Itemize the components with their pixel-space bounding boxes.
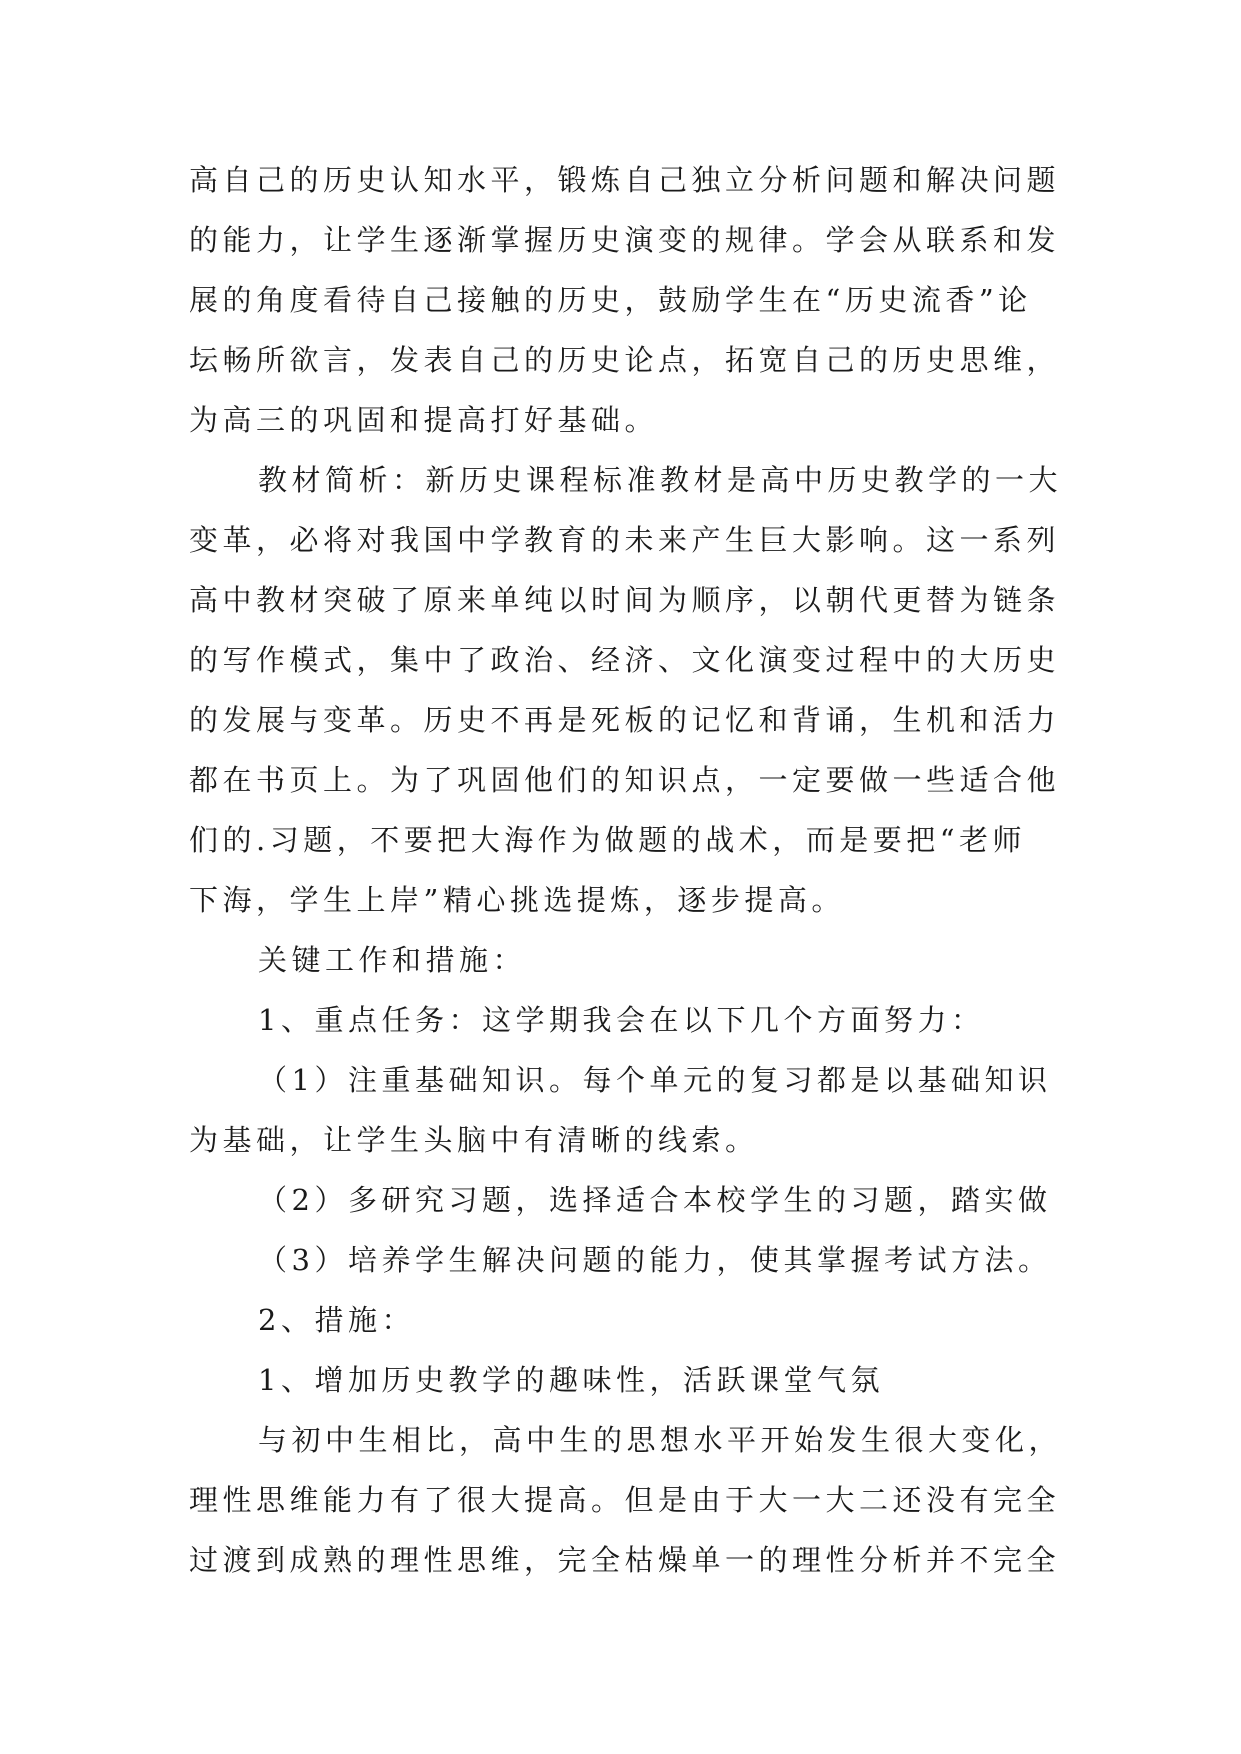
paragraph-line: 的写作模式，集中了政治、经济、文化演变过程中的大历史 — [189, 643, 1061, 677]
paragraph-line: 为基础，让学生头脑中有清晰的线索。 — [189, 1123, 759, 1157]
list-item: 1、重点任务：这学期我会在以下几个方面努力： — [258, 1003, 985, 1037]
paragraph-line: 的能力，让学生逐渐掌握历史演变的规律。学会从联系和发 — [189, 223, 1061, 257]
paragraph-line: 理性思维能力有了很大提高。但是由于大一大二还没有完全 — [189, 1483, 1061, 1517]
paragraph-line: 坛畅所欲言，发表自己的历史论点，拓宽自己的历史思维， — [189, 343, 1061, 377]
paragraph-line: 的发展与变革。历史不再是死板的记忆和背诵，生机和活力 — [189, 703, 1061, 737]
paragraph-line: 变革，必将对我国中学教育的未来产生巨大影响。这一系列 — [189, 523, 1061, 557]
paragraph-line: 为高三的巩固和提高打好基础。 — [189, 403, 659, 437]
paragraph-line: 高自己的历史认知水平，锻炼自己独立分析问题和解决问题 — [189, 163, 1061, 197]
paragraph-line: 与初中生相比，高中生的思想水平开始发生很大变化， — [258, 1423, 1063, 1457]
paragraph-line: 高中教材突破了原来单纯以时间为顺序，以朝代更替为链条 — [189, 583, 1061, 617]
list-item: （1）注重基础知识。每个单元的复习都是以基础知识 — [258, 1063, 1052, 1097]
paragraph-line: 过渡到成熟的理性思维，完全枯燥单一的理性分析并不完全 — [189, 1543, 1061, 1577]
list-item: （2）多研究习题，选择适合本校学生的习题，踏实做 — [258, 1183, 1052, 1217]
paragraph-line: 们的.习题，不要把大海作为做题的战术，而是要把“老师 — [189, 823, 1027, 857]
section-heading: 2、措施： — [258, 1303, 415, 1337]
list-item: 1、增加历史教学的趣味性，活跃课堂气氛 — [258, 1363, 884, 1397]
list-item: （3）培养学生解决问题的能力，使其掌握考试方法。 — [258, 1243, 1052, 1277]
section-heading: 关键工作和措施： — [258, 943, 527, 977]
paragraph-line: 教材简析：新历史课程标准教材是高中历史教学的一大 — [258, 463, 1063, 497]
paragraph-line: 都在书页上。为了巩固他们的知识点，一定要做一些适合他 — [189, 763, 1061, 797]
paragraph-line: 展的角度看待自己接触的历史，鼓励学生在“历史流香”论 — [189, 283, 1032, 317]
paragraph-line: 下海，学生上岸”精心挑选提炼，逐步提高。 — [189, 883, 845, 917]
